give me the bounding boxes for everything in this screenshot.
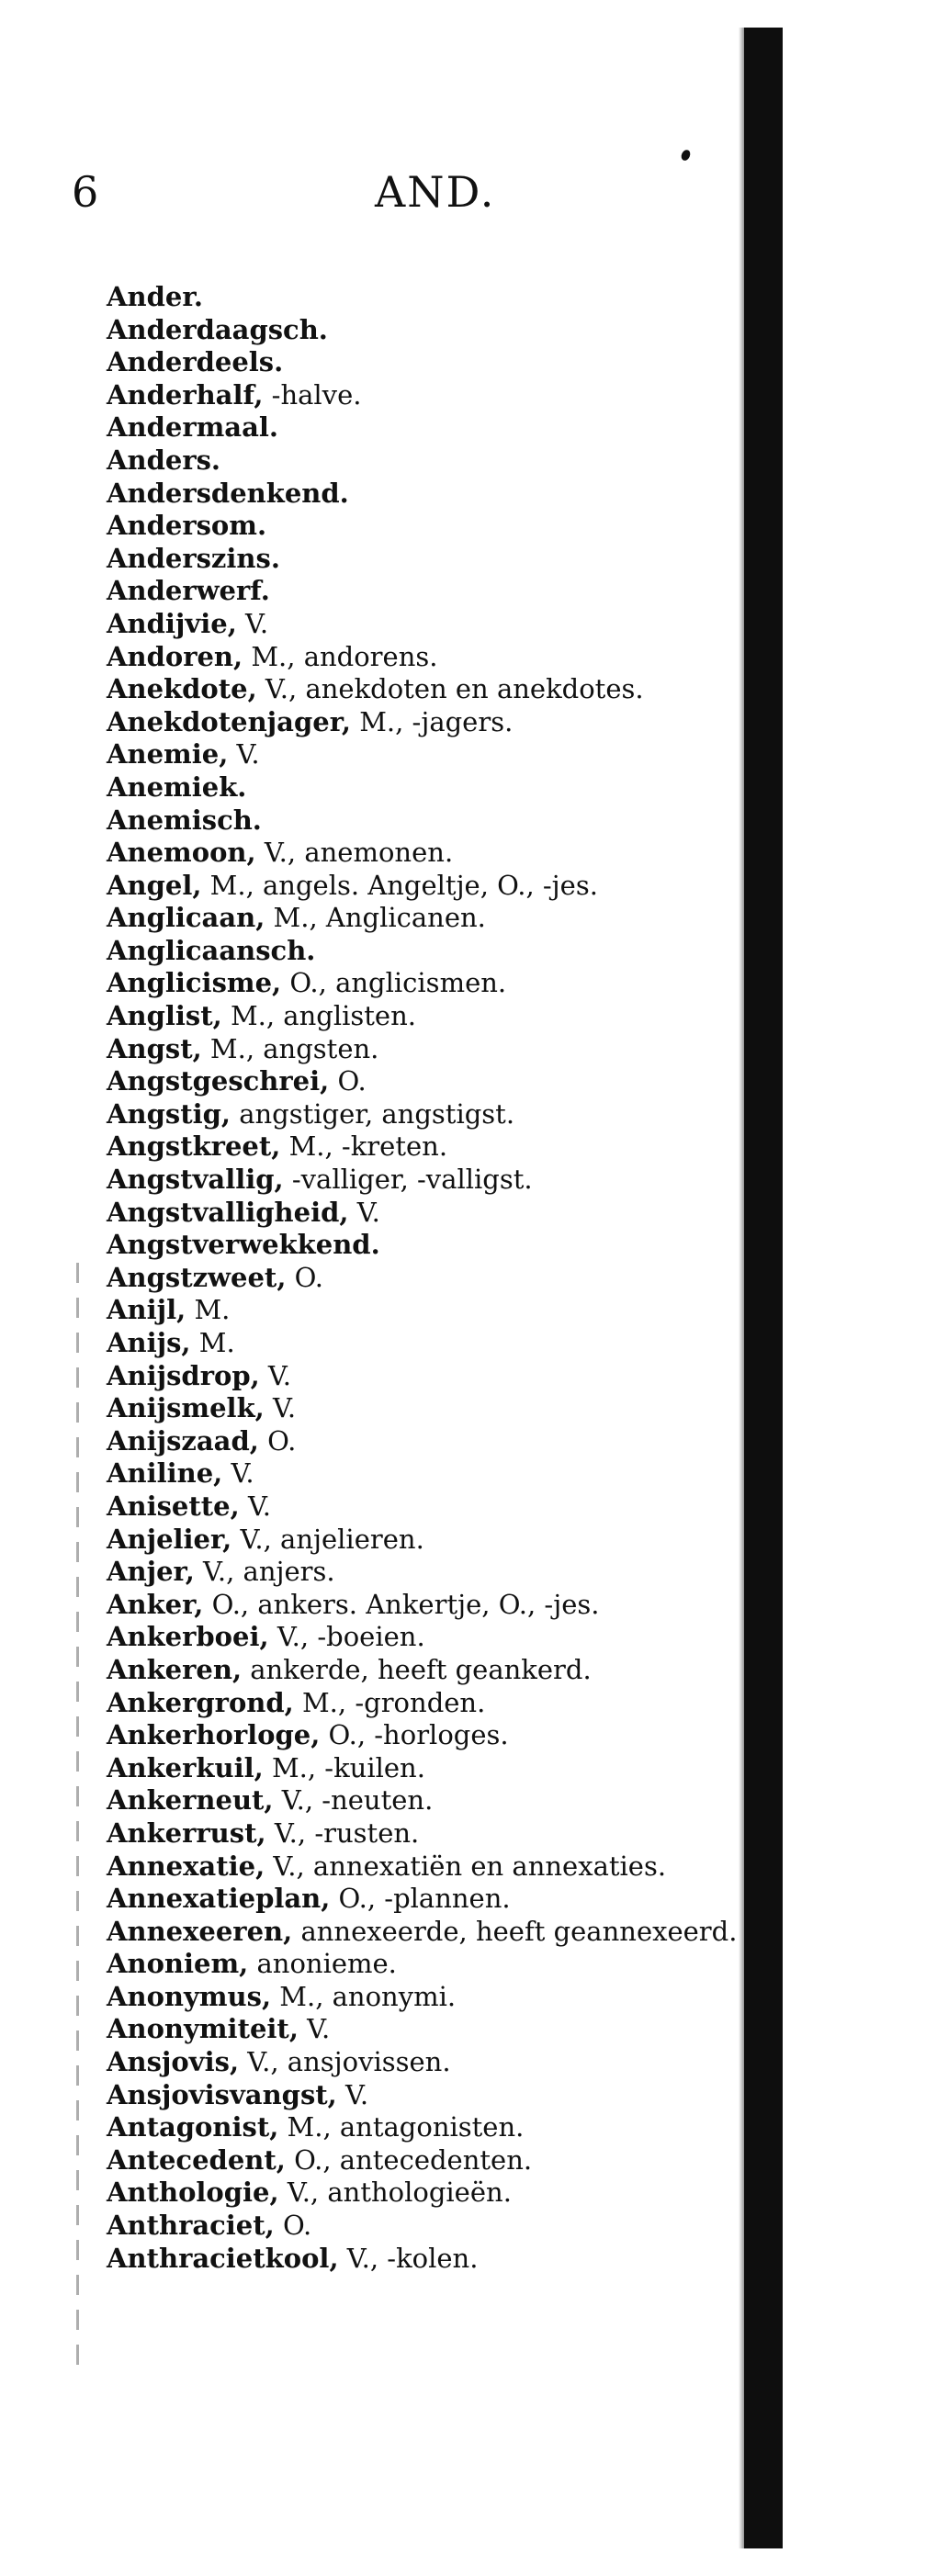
dictionary-entry: [107, 706, 750, 739]
dictionary-entry: [107, 2144, 750, 2177]
dictionary-entry: [107, 1524, 750, 1557]
dictionary-entry: [107, 608, 750, 641]
entry-headword: Angstverwekkend.: [107, 1229, 380, 1261]
entry-inflection: -halve.: [271, 378, 362, 411]
entry-inflection: V., anthologieën.: [287, 2177, 512, 2209]
entry-inflection: V.: [307, 2013, 331, 2045]
entry-headword: Anemiek.: [107, 771, 247, 803]
dictionary-entry: [107, 478, 750, 511]
dictionary-entry: [107, 673, 750, 706]
dictionary-entry: [107, 1262, 750, 1295]
dictionary-entry: [107, 1098, 750, 1131]
entry-inflection: anonieme.: [256, 1948, 397, 1980]
dictionary-entry: [107, 967, 750, 1000]
entry-headword: Andermaal.: [107, 411, 278, 444]
entry-inflection: V., anjers.: [203, 1556, 335, 1588]
entry-headword: Andoren,: [107, 640, 243, 672]
entry-headword: Anjer,: [107, 1556, 195, 1588]
entry-headword: Anker,: [107, 1588, 204, 1620]
entry-inflection: V., -kolen.: [346, 2242, 479, 2274]
dictionary-entry: [107, 1948, 750, 1981]
dictionary-entry: [107, 1392, 750, 1425]
dictionary-entry: [107, 1360, 750, 1393]
dictionary-entry: [107, 1850, 750, 1884]
entry-headword: Anjelier,: [107, 1523, 232, 1555]
entry-inflection: M., antagonisten.: [287, 2111, 525, 2143]
dictionary-entry: [107, 1719, 750, 1752]
entry-headword: Andijvie,: [107, 607, 237, 639]
entry-headword: Angstzweet,: [107, 1261, 287, 1293]
entry-headword: Angstvallig,: [107, 1164, 284, 1196]
entry-headword: Anderdaagsch.: [107, 313, 328, 345]
dictionary-entry: [107, 1490, 750, 1524]
page-number: 6: [72, 167, 99, 217]
entry-inflection: ankerde, heeft geankerd.: [250, 1653, 592, 1685]
entry-headword: Annexatieplan,: [107, 1883, 331, 1915]
entry-inflection: V., anjelieren.: [240, 1523, 424, 1555]
entry-inflection: M., -kreten.: [288, 1131, 448, 1163]
entry-headword: Anderhalf,: [107, 378, 264, 411]
dictionary-entry: [107, 575, 750, 608]
entry-inflection: M., -kuilen.: [271, 1751, 425, 1783]
entry-headword: Annexeeren,: [107, 1915, 293, 1947]
entry-inflection: angstiger, angstigst.: [239, 1097, 515, 1130]
entry-headword: Anders.: [107, 444, 221, 476]
entry-headword: Anglicisme,: [107, 967, 282, 999]
dictionary-entry: [107, 1294, 750, 1327]
dictionary-entry: [107, 1589, 750, 1622]
ink-dot: [680, 149, 692, 163]
entry-inflection: V.: [231, 1457, 254, 1490]
dictionary-entry: [107, 935, 750, 968]
entry-headword: Anijs,: [107, 1327, 191, 1358]
entry-headword: Anonymus,: [107, 1980, 272, 2012]
entry-headword: Ankeren,: [107, 1653, 243, 1685]
entry-headword: Anoniem,: [107, 1948, 249, 1980]
entry-inflection: V.: [245, 607, 269, 639]
entry-headword: Aniline,: [107, 1457, 223, 1490]
dictionary-entry: [107, 2046, 750, 2079]
dictionary-entry: [107, 1981, 750, 2014]
entry-inflection: M.: [198, 1327, 235, 1358]
entry-headword: Ansjovisvangst,: [107, 2078, 337, 2110]
dictionary-entry: [107, 411, 750, 444]
entry-inflection: M., Anglicanen.: [273, 902, 486, 934]
dictionary-entry: [107, 1457, 750, 1490]
entry-inflection: O., antecedenten.: [294, 2143, 533, 2176]
dictionary-entry: [107, 1916, 750, 1949]
entry-inflection: M., -jagers.: [359, 705, 514, 737]
entry-headword: Anemoon,: [107, 837, 256, 869]
entry-inflection: V., anemonen.: [264, 837, 454, 869]
entry-headword: Antagonist,: [107, 2111, 279, 2143]
entry-headword: Annexatie,: [107, 1850, 265, 1882]
entry-inflection: M., -gronden.: [301, 1686, 486, 1718]
entry-headword: Anijszaad,: [107, 1424, 259, 1457]
entry-inflection: V.: [236, 738, 260, 771]
dictionary-entry: [107, 1131, 750, 1164]
entry-headword: Anijsmelk,: [107, 1392, 265, 1424]
entry-inflection: V., -neuten.: [281, 1784, 434, 1817]
entry-headword: Ander.: [107, 281, 204, 312]
dictionary-entry: [107, 870, 750, 903]
entry-headword: Ankerhorloge,: [107, 1719, 321, 1751]
dictionary-entry: [107, 543, 750, 576]
dictionary-entry: [107, 1654, 750, 1687]
entry-headword: Anglicaansch.: [107, 934, 316, 966]
dictionary-entry: [107, 1687, 750, 1720]
dictionary-entry: [107, 1883, 750, 1916]
dictionary-entry: [107, 2079, 750, 2112]
entry-headword: Anderdeels.: [107, 346, 284, 378]
entry-inflection: O.: [294, 1261, 323, 1293]
entry-headword: Anisette,: [107, 1490, 240, 1522]
dictionary-entry: [107, 1229, 750, 1262]
entry-headword: Antecedent,: [107, 2143, 286, 2176]
dictionary-entry: [107, 2243, 750, 2276]
dictionary-entry: [107, 1327, 750, 1360]
entry-headword: Anthologie,: [107, 2177, 279, 2209]
dictionary-entry: [107, 2013, 750, 2046]
entry-headword: Angstkreet,: [107, 1131, 281, 1163]
entry-inflection: O., anglicismen.: [289, 967, 507, 999]
entry-headword: Anglicaan,: [107, 902, 265, 934]
dictionary-entry: [107, 346, 750, 379]
dictionary-entry: [107, 2111, 750, 2144]
dictionary-entry: [107, 2210, 750, 2243]
entry-headword: Anemie,: [107, 738, 229, 771]
entry-inflection: V.: [272, 1392, 297, 1424]
entry-headword: Anonymiteit,: [107, 2013, 299, 2045]
entry-headword: Ankerrust,: [107, 1817, 266, 1849]
entry-headword: Angstvalligheid,: [107, 1196, 349, 1228]
dictionary-entry: [107, 1164, 750, 1197]
entry-inflection: M., angsten.: [209, 1032, 379, 1064]
dictionary-entry: [107, 2177, 750, 2210]
entry-headword: Anekdote,: [107, 673, 257, 705]
entry-headword: Angstgeschrei,: [107, 1065, 330, 1097]
entry-headword: Angstig,: [107, 1097, 231, 1130]
dictionary-entry: [107, 314, 750, 347]
entry-inflection: V.: [344, 2078, 369, 2110]
entry-headword: Anthraciet,: [107, 2210, 275, 2242]
entry-headword: Anijsdrop,: [107, 1359, 260, 1391]
entry-headword: Ankerkuil,: [107, 1751, 264, 1783]
entry-inflection: -valliger, -valligst.: [291, 1164, 533, 1196]
dictionary-entry: [107, 804, 750, 838]
entry-inflection: O.: [337, 1065, 367, 1097]
dictionary-entry: [107, 444, 750, 478]
entry-inflection: V.: [247, 1490, 272, 1522]
entry-inflection: M., anonymi.: [279, 1980, 457, 2012]
dictionary-entry: [107, 641, 750, 674]
entry-inflection: O., -horloges.: [328, 1719, 509, 1751]
dictionary-entry: [107, 902, 750, 935]
entry-inflection: V., annexatiën en annexaties.: [273, 1850, 667, 1882]
dictionary-entry-list: [107, 281, 750, 2275]
dictionary-entry: [107, 1784, 750, 1817]
entry-headword: Anekdotenjager,: [107, 705, 351, 737]
entry-inflection: M., anglisten.: [230, 1000, 416, 1032]
entry-inflection: O., ankers. Ankertje, O., -jes.: [211, 1588, 600, 1620]
entry-headword: Ansjovis,: [107, 2046, 240, 2078]
entry-headword: Anglist,: [107, 1000, 222, 1032]
entry-inflection: O.: [267, 1424, 297, 1457]
entry-inflection: annexeerde, heeft geannexeerd.: [300, 1915, 738, 1947]
entry-headword: Anthracietkool,: [107, 2242, 339, 2274]
dictionary-entry: [107, 1425, 750, 1458]
entry-headword: Anderwerf.: [107, 575, 270, 607]
dictionary-entry: [107, 1000, 750, 1033]
entry-inflection: V.: [267, 1359, 292, 1391]
margin-marks: [76, 1263, 79, 2365]
entry-inflection: M., andorens.: [251, 640, 438, 672]
binding-edge: [744, 28, 783, 2548]
dictionary-entry: [107, 738, 750, 771]
dictionary-entry: [107, 771, 750, 804]
entry-headword: Andersom.: [107, 510, 267, 542]
entry-headword: Andersdenkend.: [107, 477, 349, 509]
entry-headword: Ankerboei,: [107, 1621, 269, 1653]
running-head: AND.: [375, 167, 496, 217]
dictionary-entry: [107, 510, 750, 543]
entry-inflection: V., -rusten.: [274, 1817, 420, 1849]
entry-headword: Angst,: [107, 1032, 202, 1064]
dictionary-entry: [107, 1621, 750, 1654]
dictionary-entry: [107, 379, 750, 412]
entry-headword: Ankerneut,: [107, 1784, 274, 1817]
entry-inflection: V.: [356, 1196, 380, 1228]
entry-headword: Ankergrond,: [107, 1686, 294, 1718]
entry-headword: Anderszins.: [107, 542, 280, 574]
entry-inflection: V., ansjovissen.: [247, 2046, 451, 2078]
dictionary-entry: [107, 1065, 750, 1098]
entry-inflection: M., angels. Angeltje, O., -jes.: [209, 869, 598, 901]
entry-headword: Angel,: [107, 869, 202, 901]
dictionary-entry: [107, 1752, 750, 1785]
entry-inflection: M.: [194, 1294, 231, 1326]
entry-inflection: O.: [282, 2210, 312, 2242]
dictionary-entry: [107, 837, 750, 870]
dictionary-entry: [107, 1556, 750, 1589]
entry-inflection: O., -plannen.: [338, 1883, 511, 1915]
entry-headword: Anemisch.: [107, 804, 262, 836]
dictionary-entry: [107, 1817, 750, 1850]
dictionary-entry: [107, 1197, 750, 1230]
entry-inflection: V., anekdoten en anekdotes.: [265, 673, 644, 705]
entry-inflection: V., -boeien.: [277, 1621, 425, 1653]
dictionary-entry: [107, 1033, 750, 1066]
dictionary-entry: [107, 281, 750, 314]
entry-headword: Anijl,: [107, 1294, 186, 1326]
